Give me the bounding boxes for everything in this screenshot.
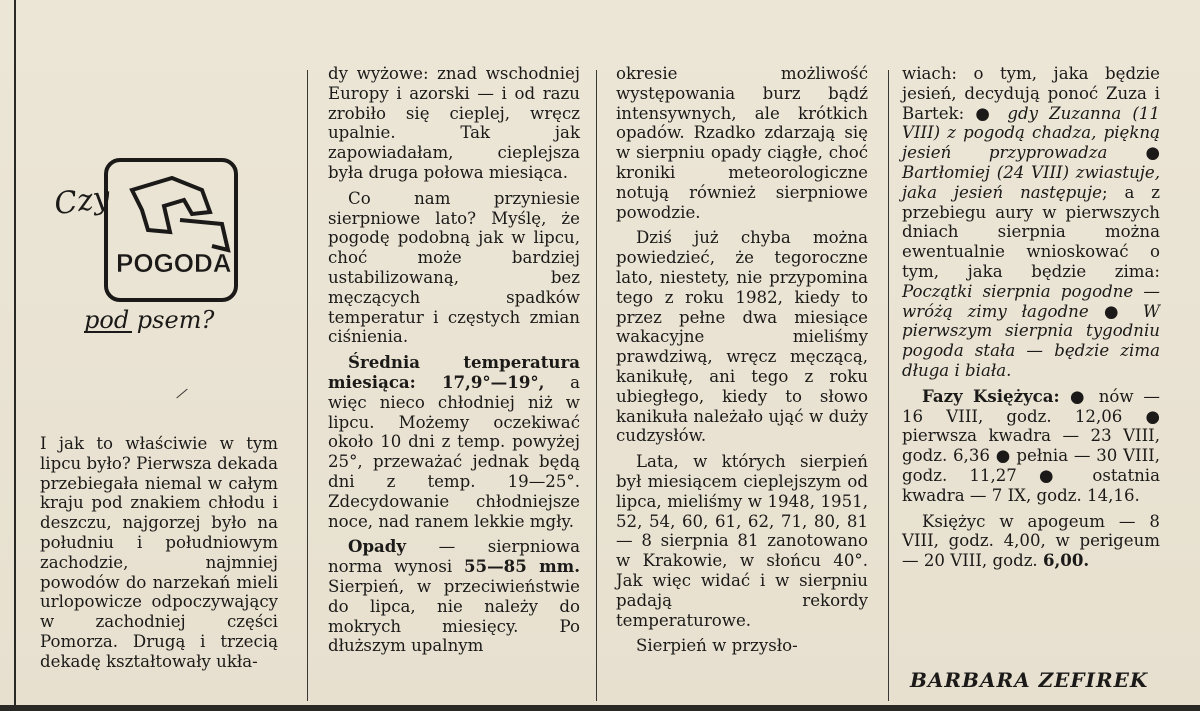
col1-paragraph-1: I jak to właściwie w tym lipcu było? Pierwsza dekada przebiegała niemal w całym kraju pod znakiem chłodu i deszczu, najgorzej było na południu i południowym zachodzie, najmniej powodów do narzekań mieli urlopowicze odpoczywający w zachodniej części Pomorza. Drugą i trzecią dekadę kształtowały ukła- xyxy=(40,434,278,671)
col3-paragraph-1: okresie możliwość występowania burz bądź intensywnych, ale krótkich opadów. Rzadko zdarzają się w sierpniu opady ciągłe, choć kroniki meteorologiczne notują również sierpniowe powodzie. xyxy=(616,64,868,222)
moon-phases-heading: Fazy Księżyca: xyxy=(922,385,1060,406)
column-rule-2 xyxy=(596,70,597,701)
bullet-icon: ● xyxy=(1107,142,1160,163)
logo-bottom-text: pod psem? xyxy=(84,306,215,334)
logo-main-text: POGODA xyxy=(116,248,232,278)
col3-paragraph-2: Dziś już chyba można powiedzieć, że tegoroczne lato, niestety, nie przypomina tego z roku 1982, kiedy to przez pełne dwa miesiące wakacyjne mieliśmy prawdziwą, wręcz męczącą, kanikułę, ani tego z roku ubiegłego, kiedy to słowo kanikuła należało ująć w duży cudzysłów. xyxy=(616,228,868,446)
pogoda-logo xyxy=(52,150,262,340)
column-3 xyxy=(616,64,868,701)
avg-temperature-heading: Średnia temperatura miesiąca: 17,9°—19°, xyxy=(328,352,580,392)
page-bottom-edge xyxy=(0,705,1200,711)
dog-icon xyxy=(132,178,210,232)
bullet-icon: ● xyxy=(1088,300,1129,321)
col3-paragraph-3: Lata, w których sierpień był miesiącem cieplejszym od lipca, mieliśmy w 1948, 1951, 52, 54, 60, 61, 62, 71, 80, 81 — 8 sierpnia 81 zanotowano w Krakowie, w słońcu 40°. Jak więc widać i w sierpniu padają rekordy temperaturowe. xyxy=(616,452,868,630)
logo-top-text: Czy xyxy=(52,179,113,223)
column-2 xyxy=(328,64,580,701)
col2-paragraph-3: Średnia temperatura miesiąca: 17,9°—19°, a więc nieco chłodniej niż w lipcu. Możemy oczekiwać około 10 dni z temp. powyżej 25°, przeważać jednak będą dni z temp. 19—25°. Zdecydowanie chłodniejsze noce, nad ranem lekkie mgły. xyxy=(328,352,580,531)
precipitation-heading: Opady xyxy=(348,536,407,557)
col4-paragraph-3: Księżyc w apogeum — 8 VIII, godz. 4,00, w perigeum — 20 VIII, godz. 6,00. xyxy=(902,511,1160,571)
column-rule-1 xyxy=(307,70,308,701)
page-left-border xyxy=(14,0,16,711)
col4-paragraph-1: wiach: o tym, jaka będzie jesień, decydują ponoć Zuza i Bartek: ● gdy Zuzanna (11 VIII) z pogodą chadza, piękną jesień przyprowadza ● Bartłomiej (24 VIII) zwiastuje, jaka jesień następuje; a z przebiegu aury w pierwszych dniach sierpnia można ewentualnie wnioskować o tym, jaka będzie zima: Początki sierpnia pogodne — wróżą zimy łagodne ● W pierwszym sierpnia tygodniu pogoda stała — będzie zima długa i biała. xyxy=(902,64,1160,380)
bullet-icon: ● xyxy=(975,102,1008,123)
column-1 xyxy=(40,434,278,701)
column-4 xyxy=(902,64,1160,701)
col3-paragraph-4: Sierpień w przysło- xyxy=(636,636,798,656)
author-signature: BARBARA ZEFIREK xyxy=(910,668,1149,692)
col4-paragraph-2: Fazy Księżyca: ● nów — 16 VIII, godz. 12,06 ● pierwsza kwadra — 23 VIII, godz. 6,36 ● pełnia — 30 VIII, godz. 11,27 ● ostatnia kwadra — 7 IX, godz. 14,16. xyxy=(902,385,1160,505)
col2-paragraph-2: Co nam przyniesie sierpniowe lato? Myślę, że pogodę podobną jak w lipcu, choć może bardziej ustabilizowaną, bez męczących spadków temperatur i częstych zmian ciśnienia. xyxy=(328,188,580,347)
col2-paragraph-4: Opady — sierpniowa norma wynosi 55—85 mm. Sierpień, w przeciwieństwie do lipca, nie należy do mokrych miesięcy. Po dłuższym upalnym xyxy=(328,536,580,656)
column-rule-3 xyxy=(888,70,889,701)
bullet-icon: ● xyxy=(1059,385,1089,406)
col2-paragraph-1: dy wyżowe: znad wschodniej Europy i azorski — i od razu zrobiło się cieplej, wręcz upalnie. Tak jak zapowiadałam, cieplejsza była druga połowa miesiąca. xyxy=(328,64,580,182)
decorative-tick xyxy=(176,389,187,399)
